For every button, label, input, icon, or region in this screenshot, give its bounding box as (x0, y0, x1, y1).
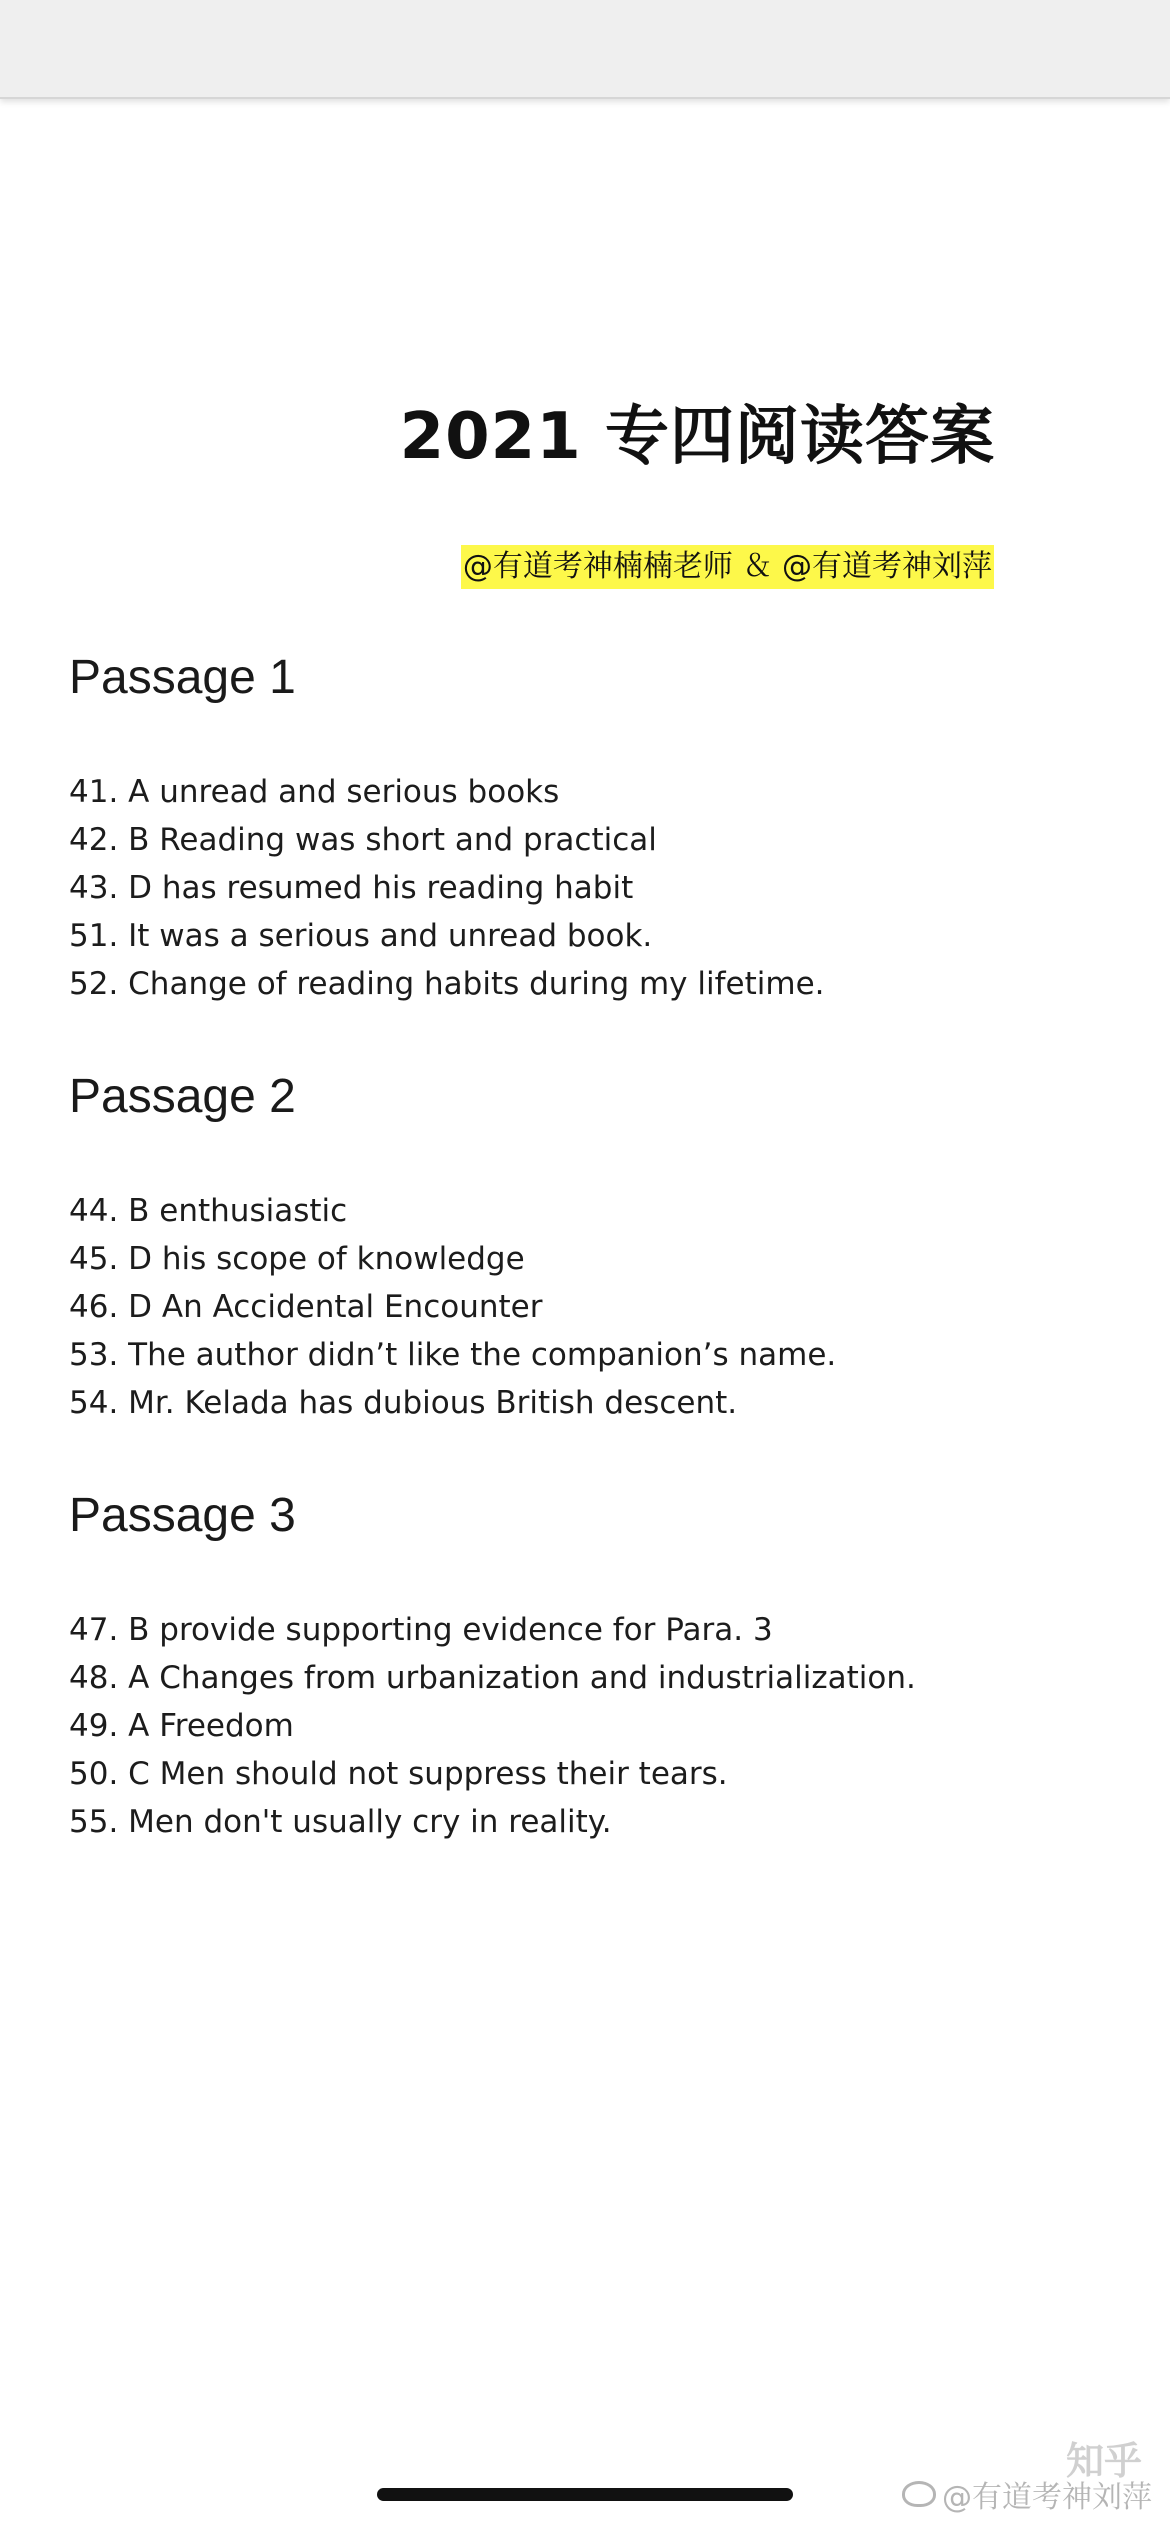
answer-item: 41. A unread and serious books (69, 774, 560, 810)
zhihu-watermark: 知乎 (1065, 2439, 1142, 2483)
weibo-icon (902, 2481, 936, 2507)
answer-item: 51. It was a serious and unread book. (69, 918, 653, 954)
answer-item: 46. D An Accidental Encounter (69, 1289, 543, 1325)
answer-item: 55. Men don't usually cry in reality. (69, 1804, 612, 1840)
document-title: 2021 专四阅读答案 (399, 400, 995, 474)
answer-item: 53. The author didn’t like the companion’s name. (69, 1337, 837, 1373)
answer-item: 54. Mr. Kelada has dubious British descent. (69, 1385, 738, 1421)
answer-item: 43. D has resumed his reading habit (69, 870, 634, 906)
passage-heading: Passage 3 (69, 1489, 296, 1542)
top-toolbar (0, 0, 1170, 99)
answer-list (69, 1606, 916, 1846)
answer-list (69, 1187, 836, 1427)
answer-item: 52. Change of reading habits during my lifetime. (69, 966, 825, 1002)
passage-1 (69, 650, 1069, 1002)
home-indicator[interactable] (377, 2488, 793, 2501)
passage-2 (69, 1069, 1069, 1421)
answer-list (69, 768, 825, 1008)
passage-3 (69, 1488, 1069, 1840)
authors-highlight: @有道考神楠楠老师 ＆ @有道考神刘萍 (461, 545, 994, 589)
watermark-text: @有道考神刘萍 (942, 2480, 1152, 2515)
passage-heading: Passage 1 (69, 651, 296, 704)
answer-item: 49. A Freedom (69, 1708, 294, 1744)
answer-item: 50. C Men should not suppress their tears. (69, 1756, 728, 1792)
weibo-watermark (902, 2472, 1152, 2516)
passage-heading: Passage 2 (69, 1070, 296, 1123)
answer-item: 47. B provide supporting evidence for Para. 3 (69, 1612, 773, 1648)
answer-item: 48. A Changes from urbanization and industrialization. (69, 1660, 916, 1696)
answer-item: 42. B Reading was short and practical (69, 822, 657, 858)
answer-item: 44. B enthusiastic (69, 1193, 348, 1229)
answer-item: 45. D his scope of knowledge (69, 1241, 525, 1277)
